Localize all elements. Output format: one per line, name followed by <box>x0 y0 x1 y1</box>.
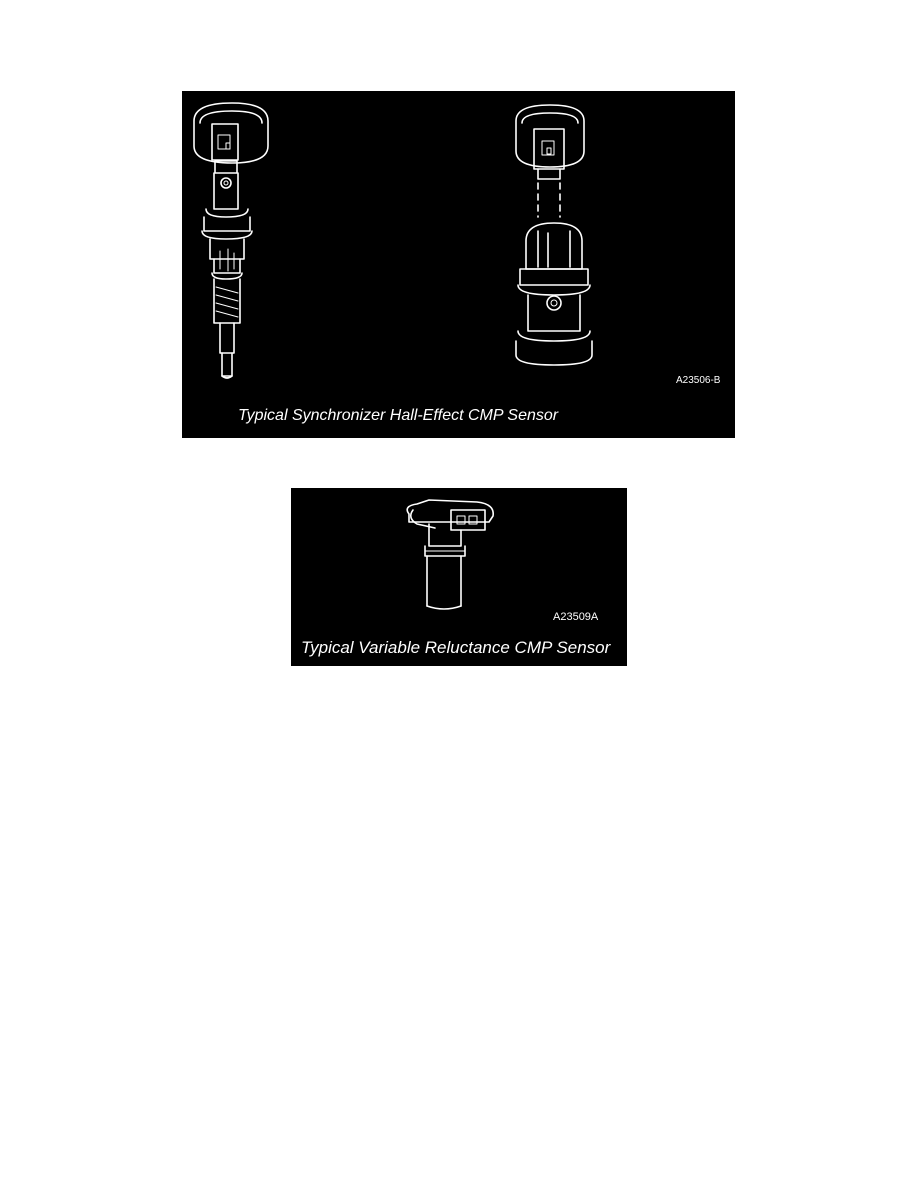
figure-caption: Typical Variable Reluctance CMP Sensor <box>301 638 611 657</box>
figure-code: A23509A <box>553 611 599 623</box>
figure-caption: Typical Synchronizer Hall-Effect CMP Sensor <box>238 407 559 424</box>
figure-variable-reluctance-sensor <box>291 488 627 666</box>
synchronizer-exploded-drawing <box>516 105 592 365</box>
figure-hall-effect-sensor <box>182 91 735 438</box>
variable-reluctance-sensor-drawing <box>407 500 493 609</box>
hall-effect-sensor-illustration <box>182 91 735 438</box>
synchronizer-assembled-drawing <box>194 103 268 378</box>
figure-code: A23506-B <box>676 375 721 386</box>
